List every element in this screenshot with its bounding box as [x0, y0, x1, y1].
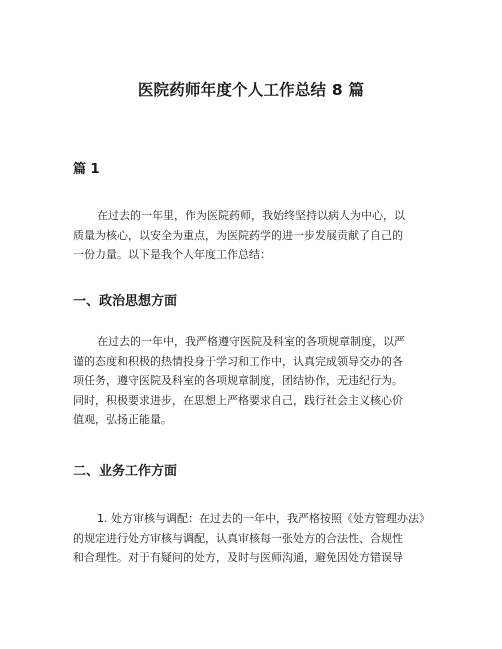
paragraph-line: 值观，弘扬正能量。	[73, 413, 172, 426]
document-title: 医院药师年度个人工作总结 8 篇	[137, 81, 365, 99]
paragraph-line: 在过去的一年里，作为医院药师，我始终坚持以病人为中心，以	[97, 209, 405, 222]
paragraph-line: 一份力量。以下是我个人年度工作总结：	[73, 248, 271, 261]
part-heading: 篇 1	[73, 162, 100, 177]
section-heading-business: 二、业务工作方面	[73, 464, 178, 479]
paragraph-line: 在过去的一年中，我严格遵守医院及科室的各项规章制度，以严	[97, 335, 405, 348]
paragraph-line: 的规定进行处方审核与调配，认真审核每一张处方的合法性、合规性	[73, 531, 403, 545]
paragraph-line: 同时，积极要求进步，在思想上严格要求自己，践行社会主义核心价	[73, 393, 403, 407]
business-paragraph	[73, 509, 433, 568]
section-heading-political: 一、政治思想方面	[73, 294, 178, 309]
paragraph-line: 谨的态度和积极的热情投身于学习和工作中，认真完成领导交办的各	[73, 354, 403, 368]
paragraph-line: 质量为核心，以安全为重点，为医院药学的进一步发展贡献了自己的	[73, 228, 403, 242]
political-paragraph	[73, 332, 433, 430]
paragraph-line: 1. 处方审核与调配：在过去的一年中，我严格按照《处方管理办法》	[97, 512, 430, 525]
intro-paragraph	[73, 206, 433, 265]
paragraph-line: 和合理性。对于有疑问的处方，及时与医师沟通，避免因处方错误导	[73, 551, 403, 564]
paragraph-line: 项任务，遵守医院及科室的各项规章制度，团结协作，无违纪行为。	[73, 374, 403, 387]
